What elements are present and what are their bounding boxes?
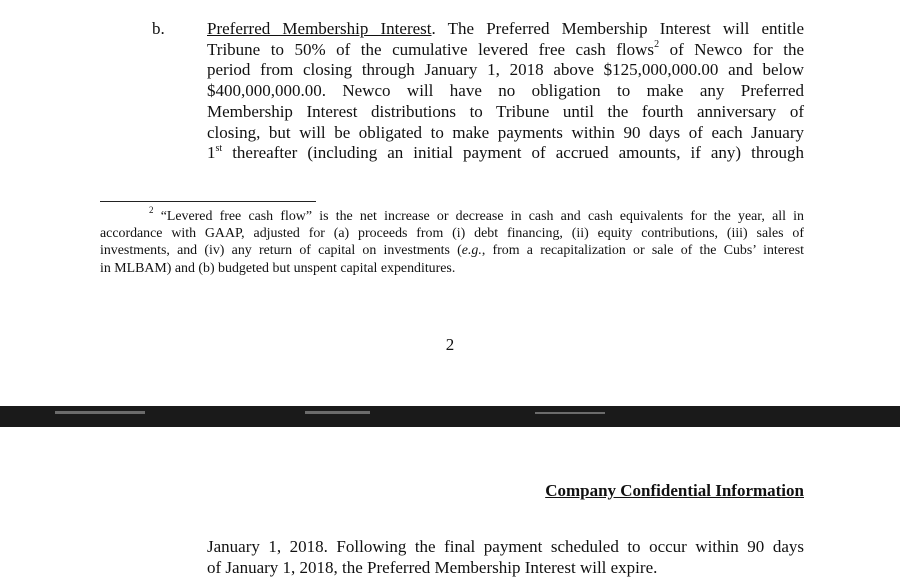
- scan-artifact: [55, 411, 145, 414]
- confidential-label: Company Confidential Information: [545, 481, 804, 500]
- item-letter: b.: [152, 19, 165, 38]
- scan-artifact: [305, 411, 370, 414]
- footnote: [100, 205, 804, 277]
- paragraph-line: of January 1, 2018, the Preferred Membership Interest will expire.: [207, 557, 658, 577]
- preferred-membership-paragraph: [207, 19, 804, 164]
- footnote-reference: 2: [654, 39, 660, 51]
- scan-artifact: [535, 412, 605, 414]
- paragraph-line: Preferred Membership Interest. The Preferred Membership Interest will entitle: [207, 19, 804, 38]
- continuation-paragraph: [207, 537, 804, 578]
- footnote-line: in MLBAM) and (b) budgeted but unspent capital expenditures.: [100, 260, 456, 276]
- footnote-line: $^2$ “Levered free cash flow” is the net increase or decrease in cash and cash equivalents for the year, all in: [149, 205, 804, 224]
- footnote-line: accordance with GAAP, adjusted for (a) proceeds from (i) debt financing, (ii) equity contributions, (iii) sales of: [100, 226, 804, 242]
- footnote-line: investments, and (iv) any return of capital on investments (e.g., from a recapitalization or sale of the Cubs’ interest: [100, 243, 804, 259]
- paragraph-line: Tribune to 50% of the cumulative levered free cash flows$^2$ of Newco for the: [207, 39, 804, 59]
- paragraph-line: 1st thereafter (including an initial payment of accrued amounts, if any) through: [207, 142, 804, 163]
- paragraph-line: Membership Interest distributions to Tribune until the fourth anniversary of: [207, 101, 804, 121]
- page-break-bar: [0, 406, 900, 427]
- section-heading: Preferred Membership Interest: [207, 19, 432, 38]
- paragraph-line: period from closing through January 1, 2018 above $125,000,000.00 and below: [207, 60, 804, 80]
- footnote-marker: 2: [149, 205, 154, 216]
- paragraph-line: closing, but will be obligated to make payments within 90 days of each January: [207, 122, 804, 142]
- paragraph-line: $400,000,000.00. Newco will have no obligation to make any Preferred: [207, 81, 804, 101]
- page-number: 2: [445, 335, 455, 354]
- footnote-divider: [100, 201, 316, 202]
- paragraph-line: January 1, 2018. Following the final payment scheduled to occur within 90 days: [207, 537, 804, 556]
